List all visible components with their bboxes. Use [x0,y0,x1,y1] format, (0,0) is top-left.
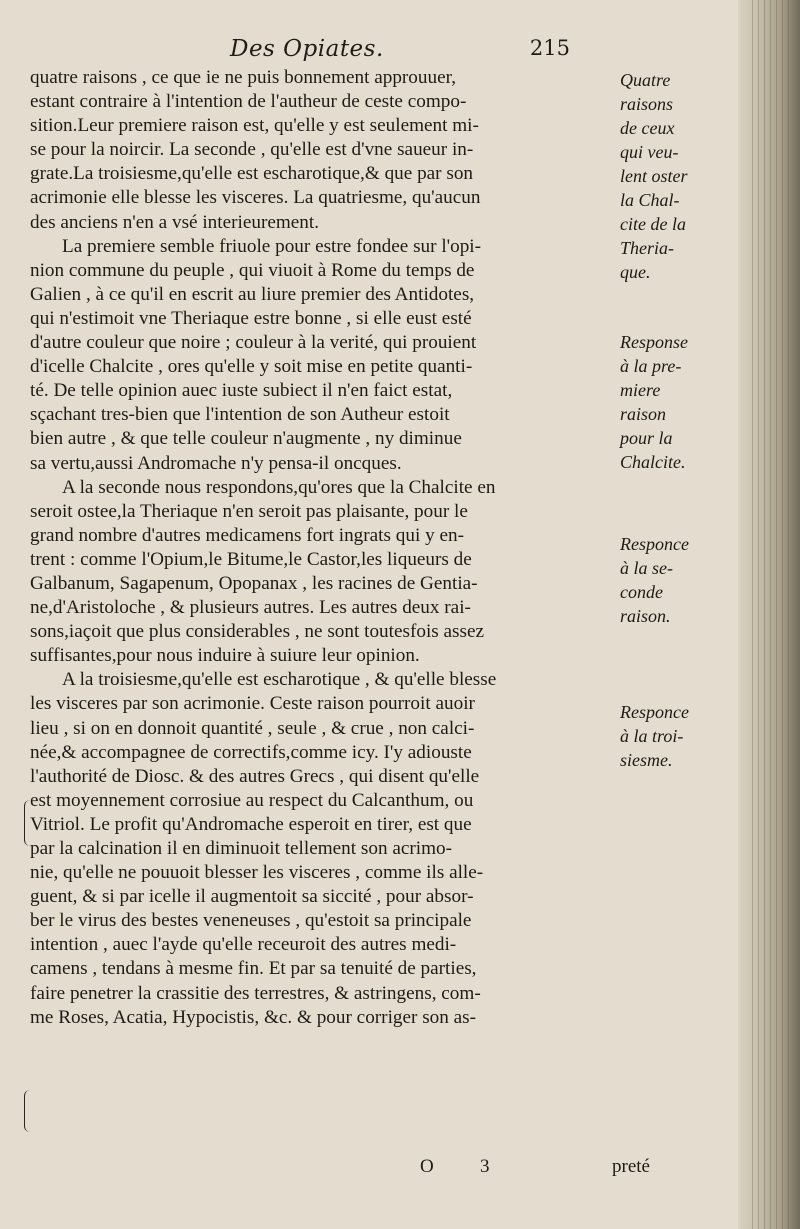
text-line: bien autre , & que telle couleur n'augmente , ny diminue [30,428,462,450]
margin-note-line: à la se- [620,558,673,578]
margin-note-line: lent oster [620,166,688,186]
text-line: l'authorité de Diosc. & des autres Grecs , qui disent qu'elle [30,765,480,787]
margin-bracket [24,1090,31,1132]
spine-shading [752,0,792,1229]
text-line: Galien , à ce qu'il en escrit au liure premier des Antidotes, [30,283,475,305]
page-header [200,36,580,66]
margin-note-line: Response [620,332,688,352]
margin-note-first-response [620,330,732,474]
margin-note-line: miere [620,380,661,400]
text-line: ber le virus des bestes veneneuses , qu'estoit sa principale [30,910,472,932]
text-line: me Roses, Acatia, Hypocistis, &c. & pour corriger son as- [30,1006,477,1028]
catchword: preté [612,1156,650,1177]
text-line: Vitriol. Le profit qu'Andromache esperoit en tirer, est que [30,813,472,835]
running-head: Des Opiates. [230,36,384,62]
margin-note-line: pour la [620,428,673,448]
text-line: guent, & si par icelle il augmentoit sa siccité , pour absor- [30,886,474,908]
text-line: nie, qu'elle ne pouuoit blesser les visceres , comme ils alle- [30,862,484,884]
text-line: des anciens n'en a vsé interieurement. [30,211,320,233]
text-line: née,& accompagnee de correctifs,comme icy. I'y adiouste [30,741,472,763]
text-line: les visceres par son acrimonie. Ceste raison pourroit auoir [30,693,475,715]
signature-number: 3 [480,1156,490,1177]
text-line: ne,d'Aristoloche , & plusieurs autres. Les autres deux rai- [30,597,471,619]
text-line: d'autre couleur que noire ; couleur à la verité, qui prouient [30,332,477,354]
text-line: sons,iaçoit que plus considerables , ne sont toutesfois assez [30,621,485,643]
text-line: acrimonie elle blesse les visceres. La quatriesme, qu'aucun [30,187,481,209]
text-line: nion commune du peuple , qui viuoit à Rome du temps de [30,259,475,281]
margin-bracket [24,800,31,846]
text-line: sa vertu,aussi Andromache n'y pensa-il oncques. [30,452,402,474]
margin-note-line: Chalcite. [620,452,686,472]
text-line: sçachant tres-bien que l'intention de son Autheur estoit [30,404,450,426]
text-line: seroit ostee,la Theriaque n'en seroit pas plaisante, pour le [30,500,468,522]
margin-note-line: à la troi- [620,726,684,746]
margin-note-third-response [620,700,732,772]
margin-note-line: Theria- [620,238,674,258]
margin-note-second-response [620,532,732,628]
margin-note-line: cite de la [620,214,686,234]
text-line: lieu , si on en donnoit quantité , seule , & crue , non calci- [30,717,475,739]
text-line: grate.La troisiesme,qu'elle est escharotique,& que par son [30,163,474,185]
text-line: A la troisiesme,qu'elle est escharotique , & qu'elle blesse [62,669,497,691]
margin-note-four-reasons [620,68,732,284]
text-line: qui n'estimoit vne Theriaque estre bonne , si elle eust esté [30,307,472,329]
text-line: intention , auec l'ayde qu'elle receuroit des autres medi- [30,934,457,956]
text-line: A la seconde nous respondons,qu'ores que la Chalcite en [62,476,496,498]
margin-note-line: Quatre [620,70,671,90]
margin-note-line: Responce [620,702,689,722]
text-line: sition.Leur premiere raison est, qu'elle y est seulement mi- [30,115,479,137]
main-text [30,66,622,1030]
page-footer [420,1156,680,1184]
margin-note-line: raison. [620,606,671,626]
text-line: estant contraire à l'intention de l'autheur de ceste compo- [30,91,467,113]
margin-note-line: que. [620,262,651,282]
page-number: 215 [529,36,570,60]
margin-note-line: raison [620,404,667,424]
text-line: camens , tendans à mesme fin. Et par sa tenuité de parties, [30,958,477,980]
signature-mark: O [420,1156,434,1177]
text-line: d'icelle Chalcite , ores qu'elle y soit mise en petite quanti- [30,356,473,378]
margin-note-line: de ceux [620,118,675,138]
text-line: grand nombre d'autres medicamens fort ingrats qui y en- [30,524,464,546]
text-line: quatre raisons , ce que ie ne puis bonnement approuuer, [30,67,457,88]
margin-note-line: Responce [620,534,689,554]
text-line: trent : comme l'Opium,le Bitume,le Castor,les liqueurs de [30,548,472,570]
text-line: par la calcination il en diminuoit tellement son acrimo- [30,838,452,859]
margin-note-line: raisons [620,94,674,114]
text-line: Galbanum, Sagapenum, Opopanax , les racines de Gentia- [30,572,478,594]
text-line: faire penetrer la crassitie des terrestres, & astringens, com- [30,982,481,1004]
book-spine [738,0,800,1229]
margin-note-line: à la pre- [620,356,682,376]
margin-note-line: la Chal- [620,190,680,210]
text-line: est moyennement corrosiue au respect du Calcanthum, ou [30,789,474,811]
text-line: té. De telle opinion auec iuste subiect il n'en faict estat, [30,380,453,402]
text-line: La premiere semble friuole pour estre fondee sur l'opi- [62,235,482,257]
margin-note-line: conde [620,582,663,602]
margin-note-line: qui veu- [620,142,679,162]
text-line: se pour la noircir. La seconde , qu'elle est d'vne saueur in- [30,139,474,161]
text-line: suffisantes,pour nous induire à suiure leur opinion. [30,645,420,667]
margin-note-line: siesme. [620,750,673,770]
